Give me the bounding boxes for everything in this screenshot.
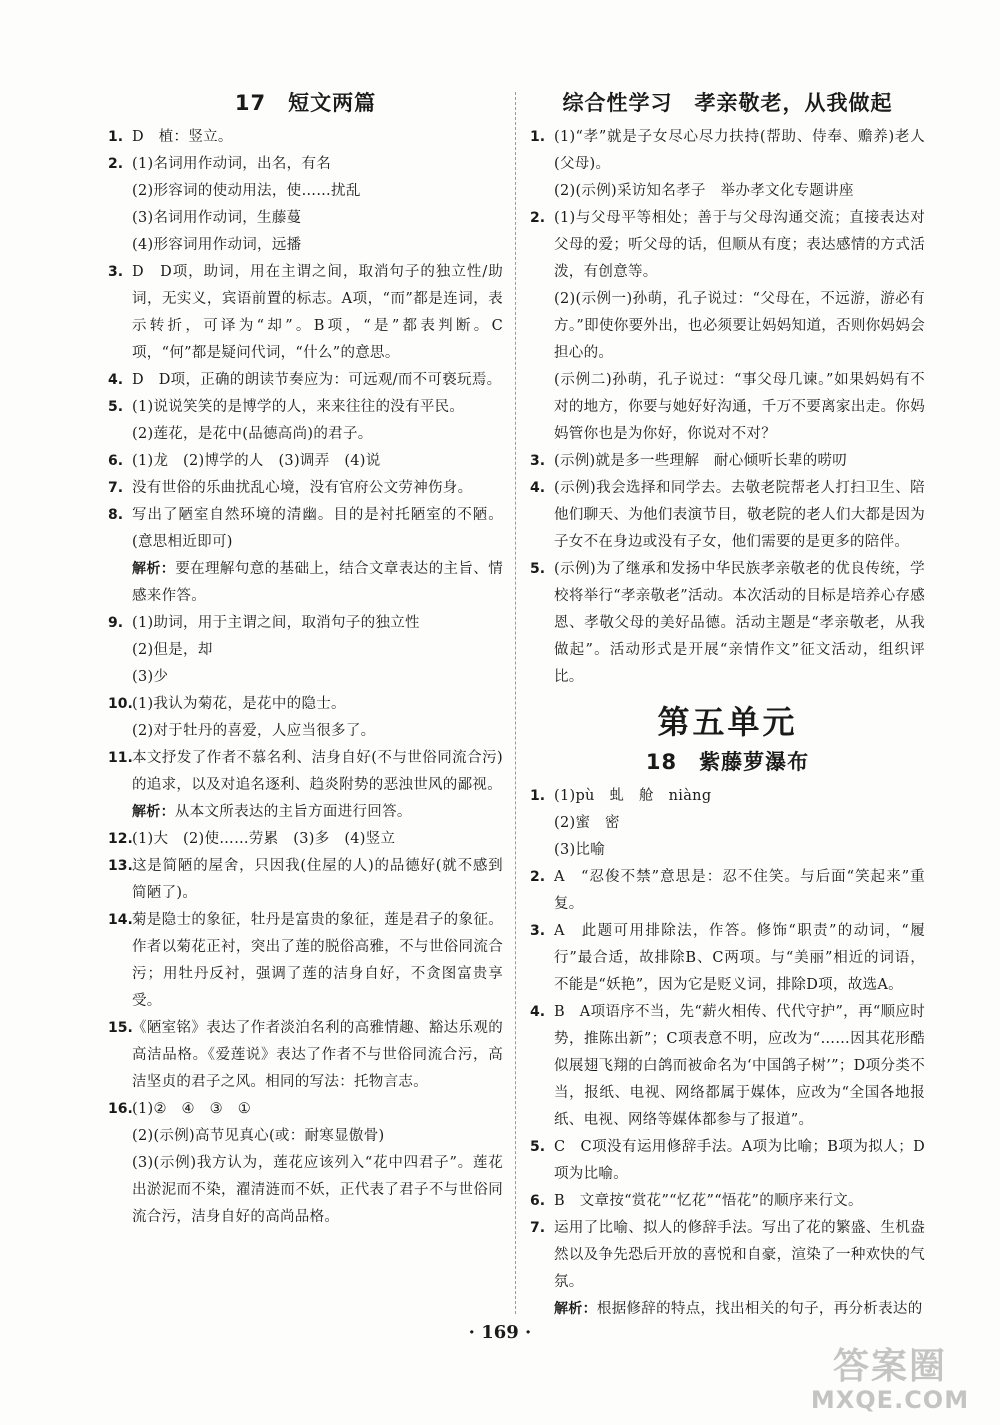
answer-line: (1)pù 虬 舱 niàng bbox=[554, 788, 712, 804]
answer-number: 3. bbox=[108, 264, 124, 280]
answer-line: D D项，正确的朗读节奏应为：可远观/而不可亵玩焉。 bbox=[132, 372, 502, 388]
answer-item bbox=[108, 853, 503, 907]
answer-line: A 此题可用排除法，作答。修饰“职责”的动词，“履行”最合适，故排除B、C两项。与“美丽”相近的词语，不能是“妖艳”，因为它是贬义词，排除D项，故选A。 bbox=[554, 923, 925, 993]
answer-line: (2)形容词的使动用法，使……扰乱 bbox=[132, 183, 361, 199]
answer-line: (2)对于牡丹的喜爱，人应当很多了。 bbox=[132, 723, 376, 739]
analysis-note bbox=[132, 799, 503, 826]
answer-number: 13. bbox=[108, 858, 133, 874]
answer-line: (1)“孝”就是子女尽心尽力扶持(帮助、侍奉、赡养)老人(父母)。 bbox=[554, 129, 925, 172]
answer-line: 没有世俗的乐曲扰乱心境，没有官府公文劳神伤身。 bbox=[132, 480, 473, 496]
answer-item bbox=[108, 826, 503, 853]
answer-line: (示例)为了继承和发扬中华民族孝亲敬老的优良传统，学校将举行“孝亲敬老”活动。本次活动的目标是培养心存感恩、孝敬父母的美好品德。活动主题是“孝亲敬老，从我做起”。活动形式是开展“亲情作文”征文活动，组织评比。 bbox=[554, 561, 925, 685]
lesson-18-title: 18 紫藤萝瀑布 bbox=[645, 750, 810, 774]
answer-line: (1)助词，用于主谓之间，取消句子的独立性 bbox=[132, 615, 420, 631]
analysis-text: 要在理解句意的基础上，结合文章表达的主旨、情感来作答。 bbox=[132, 561, 503, 604]
watermark-url: MXQE.COM bbox=[810, 1386, 970, 1414]
analysis-label: 解析： bbox=[132, 561, 176, 577]
answer-line: 《陋室铭》表达了作者淡泊名利的高雅情趣、豁达乐观的高洁品格。《爱莲说》表达了作者不与世俗同流合污，高洁坚贞的君子之风。相同的写法：托物言志。 bbox=[132, 1020, 503, 1090]
answer-item bbox=[530, 918, 925, 999]
left-answer-list bbox=[108, 124, 503, 1231]
answer-number: 11. bbox=[108, 750, 133, 766]
answer-item bbox=[530, 783, 925, 864]
comprehensive-study-title: 综合性学习 孝亲敬老，从我做起 bbox=[562, 91, 893, 115]
answer-item bbox=[108, 1096, 503, 1231]
analysis-note bbox=[554, 1296, 925, 1323]
unit-five-title: 第五单元 bbox=[657, 703, 798, 741]
answer-item bbox=[530, 124, 925, 205]
answer-line: 菊是隐士的象征，牡丹是富贵的象征，莲是君子的象征。作者以菊花正衬，突出了莲的脱俗高雅，不与世俗同流合污；用牡丹反衬，强调了莲的洁身自好，不贪图富贵享受。 bbox=[132, 912, 503, 1009]
answer-line: C C项没有运用修辞手法。A项为比喻；B项为拟人；D项为比喻。 bbox=[554, 1139, 925, 1182]
answer-number: 14. bbox=[108, 912, 133, 928]
answer-line: 这是简陋的屋舍，只因我(住屋的人)的品德好(就不感到简陋了)。 bbox=[132, 858, 503, 901]
answer-line: D 植：竖立。 bbox=[132, 129, 233, 145]
analysis-label: 解析： bbox=[554, 1301, 597, 1317]
answer-item bbox=[108, 394, 503, 448]
answer-line: (3)比喻 bbox=[554, 842, 606, 858]
watermark-logo bbox=[790, 1338, 990, 1418]
answer-line: D D项，助词，用在主谓之间，取消句子的独立性/助词，无实义，宾语前置的标志。A项，“而”都是连词，表示转折，可译为“却”。B项，“是”都表判断。C项，“何”都是疑问代词，“什么”的意思。 bbox=[132, 264, 503, 361]
right-column bbox=[530, 88, 925, 1323]
answer-line: (示例)就是多一些理解 耐心倾听长辈的唠叨 bbox=[554, 453, 848, 469]
answer-number: 4. bbox=[530, 1004, 546, 1020]
answer-line: (2)(示例一)孙萌，孔子说过：“父母在，不远游，游必有方。”即使你要外出，也必须要让妈妈知道，否则你妈妈会担心的。 bbox=[554, 291, 925, 361]
answer-item bbox=[530, 556, 925, 691]
answer-number: 2. bbox=[530, 869, 546, 885]
answer-number: 4. bbox=[530, 480, 546, 496]
answer-line: (1)与父母平等相处；善于与父母沟通交流；直接表达对父母的爱；听父母的话，但顺从有度；表达感情的方式活泼，有创意等。 bbox=[554, 210, 925, 280]
answer-number: 7. bbox=[530, 1220, 546, 1236]
answer-item bbox=[108, 367, 503, 394]
answer-item bbox=[530, 1188, 925, 1215]
answer-number: 5. bbox=[530, 1139, 546, 1155]
answer-item bbox=[108, 475, 503, 502]
right-answer-list bbox=[530, 124, 925, 691]
answer-number: 5. bbox=[108, 399, 124, 415]
answer-item bbox=[530, 864, 925, 918]
answer-line: (3)名词用作动词，生藤蔓 bbox=[132, 210, 302, 226]
left-column bbox=[108, 88, 503, 1231]
answer-item bbox=[108, 610, 503, 691]
answer-line: (1)说说笑笑的是博学的人，来来往往的没有平民。 bbox=[132, 399, 465, 415]
answer-line: (3)(示例)我方认为，莲花应该列入“花中四君子”。莲花出淤泥而不染，濯清涟而不妖，正代表了君子不与世俗同流合污，洁身自好的高尚品格。 bbox=[132, 1155, 503, 1225]
answer-line: (1)我认为菊花，是花中的隐士。 bbox=[132, 696, 346, 712]
answer-number: 6. bbox=[108, 453, 124, 469]
answer-line: B A项语序不当，先“薪火相传、代代守护”，再“顺应时势，推陈出新”；C项表意不明，应改为“……因其花形酷似展翅飞翔的白鸽而被命名为‘中国鸽子树’”；D项分类不当，报纸、电视、网络都属于媒体，应改为“全国各地报纸、电视、网络等媒体都参与了报道”。 bbox=[554, 1004, 925, 1128]
answer-item bbox=[108, 448, 503, 475]
analysis-note bbox=[132, 556, 503, 610]
answer-item bbox=[108, 124, 503, 151]
answer-line: B 文章按“赏花”“忆花”“悟花”的顺序来行文。 bbox=[554, 1193, 863, 1209]
answer-item bbox=[108, 907, 503, 1015]
answer-number: 2. bbox=[108, 156, 124, 172]
answer-line: (1)名词用作动词，出名，有名 bbox=[132, 156, 332, 172]
answer-item bbox=[108, 259, 503, 367]
column-divider bbox=[515, 92, 516, 1314]
answer-item bbox=[530, 1215, 925, 1323]
answer-number: 7. bbox=[108, 480, 124, 496]
answer-number: 12. bbox=[108, 831, 133, 847]
answer-line: 运用了比喻、拟人的修辞手法。写出了花的繁盛、生机盎然以及争先恐后开放的喜悦和自豪，渲染了一种欢快的气氛。 bbox=[554, 1220, 925, 1290]
analysis-text: 从本文所表达的主旨方面进行回答。 bbox=[174, 804, 412, 820]
answer-item bbox=[108, 745, 503, 826]
page-number: · 169 · bbox=[468, 1322, 532, 1343]
answer-line: (3)少 bbox=[132, 669, 169, 685]
lesson-18-answer-list bbox=[530, 783, 925, 1323]
answer-number: 4. bbox=[108, 372, 124, 388]
answer-item bbox=[530, 1134, 925, 1188]
answer-number: 1. bbox=[530, 788, 546, 804]
answer-item bbox=[530, 475, 925, 556]
answer-line: 本文抒发了作者不慕名利、洁身自好(不与世俗同流合污)的追求，以及对追名逐利、趋炎附势的恶浊世风的鄙视。 bbox=[132, 750, 503, 793]
answer-number: 1. bbox=[530, 129, 546, 145]
answer-number: 3. bbox=[530, 923, 546, 939]
answer-item bbox=[108, 502, 503, 610]
answer-line: (2)蜜 密 bbox=[554, 815, 620, 831]
answer-number: 2. bbox=[530, 210, 546, 226]
answer-line: A “忍俊不禁”意思是：忍不住笑。与后面“笑起来”重复。 bbox=[554, 869, 925, 912]
answer-line: (1)② ④ ③ ① bbox=[132, 1101, 252, 1117]
answer-line: (4)形容词用作动词，远播 bbox=[132, 237, 302, 253]
answer-line: (2)但是，却 bbox=[132, 642, 213, 658]
answer-number: 15. bbox=[108, 1020, 133, 1036]
answer-number: 5. bbox=[530, 561, 546, 577]
answer-item bbox=[108, 151, 503, 259]
answer-line: (示例二)孙萌，孔子说过：“事父母几谏。”如果妈妈有不对的地方，你要与她好好沟通，千万不要离家出走。你妈妈管你也是为你好，你说对不对？ bbox=[554, 372, 925, 442]
answer-line: (2)(示例)采访知名孝子 举办孝文化专题讲座 bbox=[554, 183, 854, 199]
answer-line: (示例)我会选择和同学去。去敬老院帮老人打扫卫生、陪他们聊天、为他们表演节目，敬老院的老人们大都是因为子女不在身边或没有子女，他们需要的是更多的陪伴。 bbox=[554, 480, 925, 550]
answer-item bbox=[108, 691, 503, 745]
answer-item bbox=[530, 448, 925, 475]
answer-item bbox=[530, 999, 925, 1134]
answer-number: 6. bbox=[530, 1193, 546, 1209]
answer-line: (1)龙 (2)博学的人 (3)调弄 (4)说 bbox=[132, 453, 381, 469]
analysis-text: 根据修辞的特点，找出相关的句子，再分析表达的 bbox=[596, 1301, 923, 1317]
answer-number: 9. bbox=[108, 615, 124, 631]
watermark-text: 答案圈 bbox=[832, 1346, 947, 1387]
answer-line: (2)莲花，是花中(品德高尚)的君子。 bbox=[132, 426, 373, 442]
lesson-17-title: 17 短文两篇 bbox=[234, 91, 377, 115]
answer-number: 1. bbox=[108, 129, 124, 145]
answer-number: 16. bbox=[108, 1101, 133, 1117]
answer-item bbox=[530, 205, 925, 448]
analysis-label: 解析： bbox=[132, 804, 175, 820]
answer-line: (2)(示例)高节见真心(或：耐寒显傲骨) bbox=[132, 1128, 385, 1144]
answer-number: 10. bbox=[108, 696, 133, 712]
answer-item bbox=[108, 1015, 503, 1096]
answer-line: 写出了陋室自然环境的清幽。目的是衬托陋室的不陋。(意思相近即可) bbox=[132, 507, 503, 550]
answer-line: (1)大 (2)使……劳累 (3)多 (4)竖立 bbox=[132, 831, 396, 847]
answer-number: 3. bbox=[530, 453, 546, 469]
answer-number: 8. bbox=[108, 507, 124, 523]
